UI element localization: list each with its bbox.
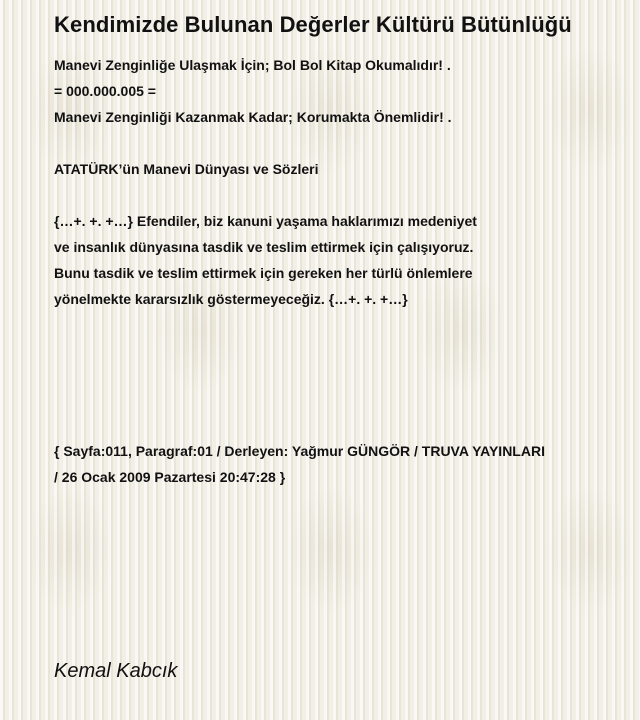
document-title: Kendimizde Bulunan Değerler Kültürü Bütünlüğü	[54, 12, 572, 37]
intro-line-1: Manevi Zenginliğe Ulaşmak İçin; Bol Bol Kitap Okumalıdır! .	[54, 57, 451, 73]
reference-line-2: / 26 Ocak 2009 Pazartesi 20:47:28 }	[54, 469, 286, 485]
quote-line-3: Bunu tasdik ve teslim ettirmek için gereken her türlü önlemlere	[54, 265, 473, 281]
author-signature: Kemal Kabcık	[54, 660, 178, 682]
section-heading: ATATÜRK’ün Manevi Dünyası ve Sözleri	[54, 161, 319, 177]
intro-line-2: Manevi Zenginliği Kazanmak Kadar; Korumakta Önemlidir! .	[54, 109, 452, 125]
document-page	[54, 0, 640, 720]
intro-line-number: = 000.000.005 =	[54, 83, 156, 99]
reference-line-1: { Sayfa:011, Paragraf:01 / Derleyen: Yağmur GÜNGÖR / TRUVA YAYINLARI	[54, 443, 545, 459]
quote-line-2: ve insanlık dünyasına tasdik ve teslim ettirmek için çalışıyoruz.	[54, 239, 474, 255]
quote-line-4: yönelmekte kararsızlık göstermeyeceğiz. {…+. +. +…}	[54, 291, 408, 307]
quote-line-1: {…+. +. +…} Efendiler, biz kanuni yaşama haklarımızı medeniyet	[54, 213, 477, 229]
